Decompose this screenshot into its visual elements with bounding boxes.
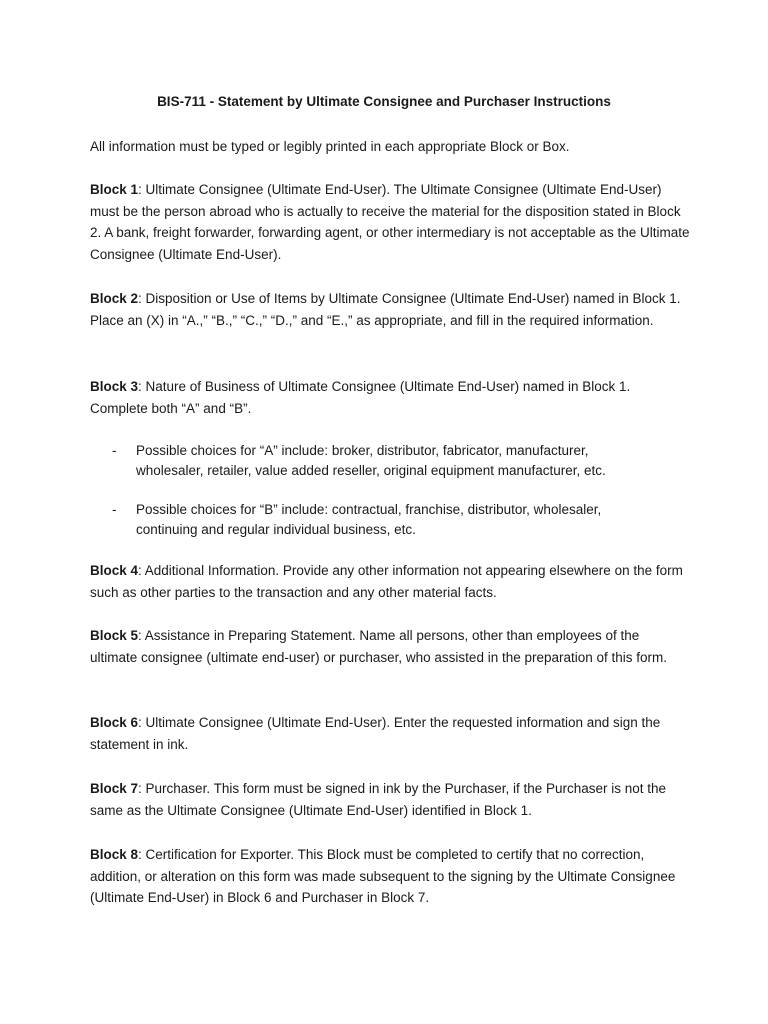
block-1-text: : Ultimate Consignee (Ultimate End-User). The Ultimate Consignee (Ultimate End-User) must be the person abroad who is actually to receive the material for the disposition stated in Block 2. A bank, freight forwarder, forwarding agent, or other intermediary is not acceptable as the Ultimate Consignee (Ultimate End-User).	[90, 182, 690, 263]
intro-paragraph: All information must be typed or legibly printed in each appropriate Block or Box.	[90, 139, 570, 154]
block-2-text: : Disposition or Use of Items by Ultimate Consignee (Ultimate End-User) named in Block 1. Place an (X) in “A.,” “B.,” “C.,” “D.,” and “E.,” as appropriate, and fill in the required information.	[90, 291, 681, 328]
block-1-label: Block 1	[90, 182, 139, 197]
block-7-text: : Purchaser. This form must be signed in ink by the Purchaser, if the Purchaser is not the same as the Ultimate Consignee (Ultimate End-User) identified in Block 1.	[90, 781, 667, 818]
block-7-label: Block 7	[90, 781, 139, 796]
block-3-text: : Nature of Business of Ultimate Consignee (Ultimate End-User) named in Block 1. Complete both “A” and “B”.	[90, 379, 631, 416]
block-1-paragraph	[90, 179, 690, 266]
bullet-text-a: Possible choices for “A” include: broker, distributor, fabricator, manufacturer, wholesaler, retailer, value added reseller, original equipment manufacturer, etc.	[136, 443, 606, 478]
block-2-paragraph	[90, 288, 690, 331]
block-7-paragraph	[90, 778, 690, 821]
block-2-label: Block 2	[90, 291, 139, 306]
block-4-text: : Additional Information. Provide any other information not appearing elsewhere on the form such as other parties to the transaction and any other material facts.	[90, 563, 683, 600]
block-5-paragraph	[90, 625, 690, 668]
block-6-label: Block 6	[90, 715, 139, 730]
block-3-paragraph	[90, 376, 690, 419]
bullet-dash: -	[112, 443, 117, 458]
block-6-paragraph	[90, 712, 690, 755]
block-5-label: Block 5	[90, 628, 139, 643]
block-5-text: : Assistance in Preparing Statement. Name all persons, other than employees of the ultimate consignee (ultimate end-user) or purchaser, who assisted in the preparation of this form.	[90, 628, 668, 665]
block-4-paragraph	[90, 560, 690, 603]
bullet-text-b: Possible choices for “B” include: contractual, franchise, distributor, wholesaler, continuing and regular individual business, etc.	[136, 502, 602, 537]
block-8-label: Block 8	[90, 847, 139, 862]
block-8-paragraph	[90, 844, 690, 909]
document-title: BIS-711 - Statement by Ultimate Consignee and Purchaser Instructions	[157, 94, 611, 109]
bullet-dash: -	[112, 502, 117, 517]
block-4-label: Block 4	[90, 563, 139, 578]
block-8-text: : Certification for Exporter. This Block must be completed to certify that no correction, addition, or alteration on this form was made subsequent to the signing by the Ultimate Consignee (Ultimate End-User) in Block 6 and Purchaser in Block 7.	[90, 847, 676, 906]
block-3-label: Block 3	[90, 379, 139, 394]
block-6-text: : Ultimate Consignee (Ultimate End-User). Enter the requested information and sign the statement in ink.	[90, 715, 661, 752]
